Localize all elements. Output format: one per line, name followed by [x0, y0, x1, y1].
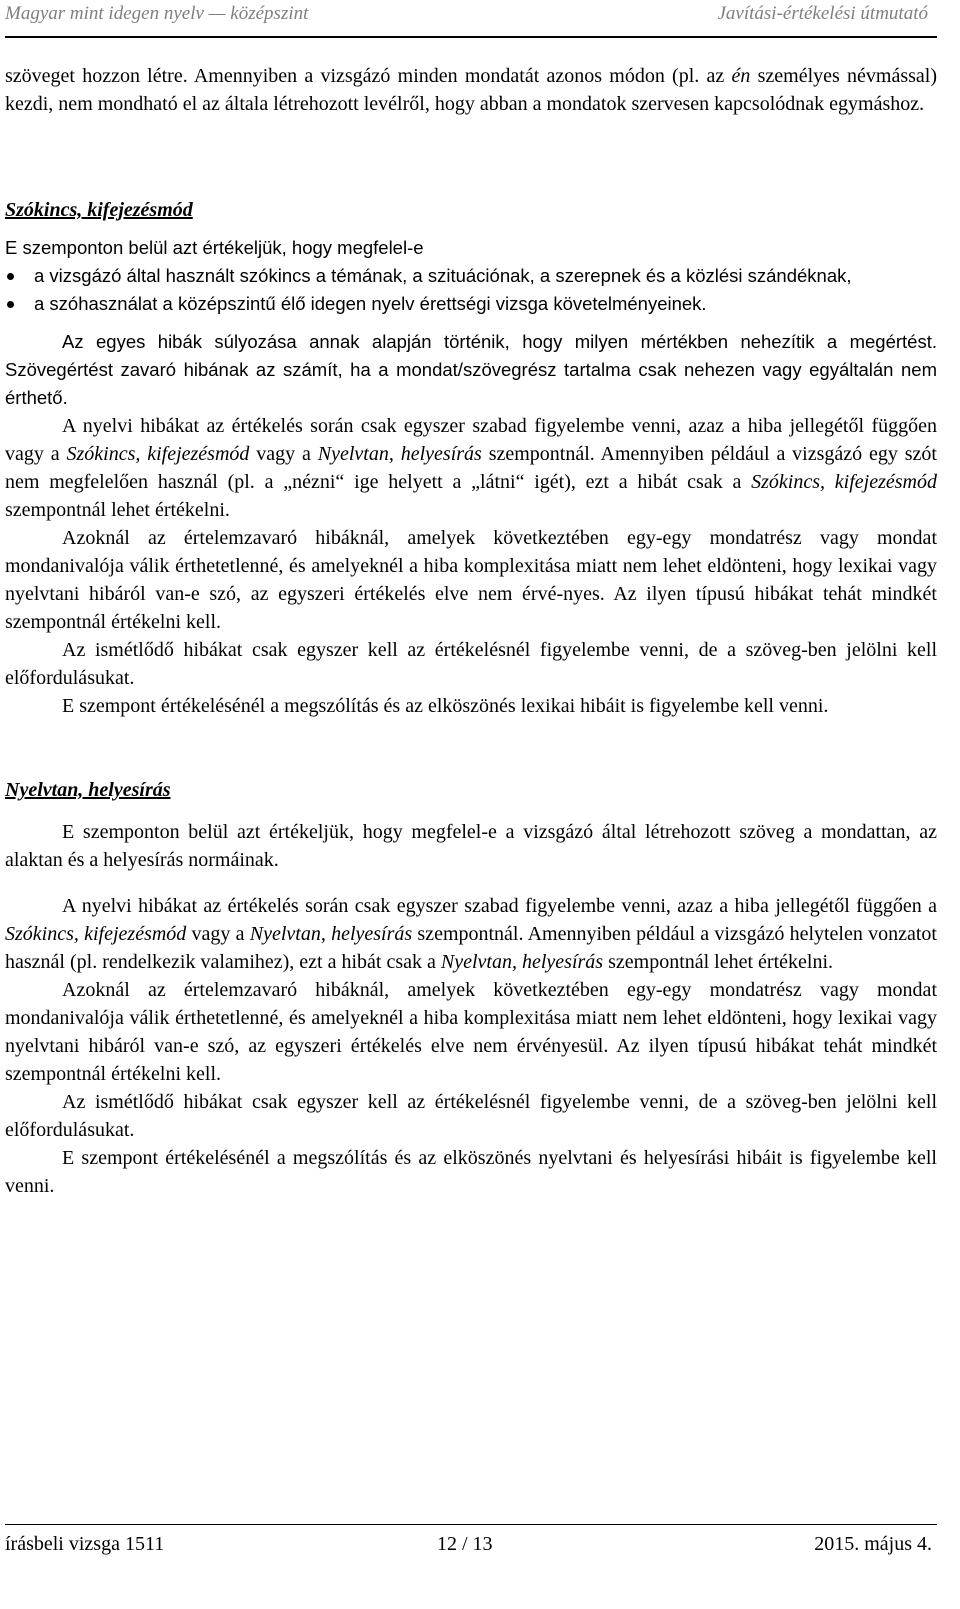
page-footer	[5, 1533, 932, 1561]
footer-page-number: 12 / 13	[437, 1533, 493, 1555]
section2-paragraph-5: E szempont értékelésénél a megszólítás és az elköszönés nyelvtani és helyesírási hibáit is figyelembe kell venni.	[5, 1147, 937, 1197]
list-item: a szóhasználat a középszintű élő idegen nyelv érettségi vizsga követelményeinek.	[5, 290, 937, 318]
section2-paragraph-4: Az ismétlődő hibákat csak egyszer kell az értékelésnél figyelembe venni, de a szöveg-ben jelölni kell előfordulásukat.	[5, 1091, 937, 1141]
footer-date: 2015. május 4.	[814, 1533, 932, 1555]
section2-paragraph-1: E szemponton belül azt értékeljük, hogy megfelel-e a vizsgázó által létrehozott szöveg a mondattan, az alaktan és a helyesírás normáinak.	[5, 821, 937, 871]
header-subject: Magyar mint idegen nyelv — középszint	[5, 3, 309, 24]
header-rule	[5, 36, 937, 38]
intro-paragraph: szöveget hozzon létre. Amennyiben a vizsgázó minden mondatát azonos módon (pl. az én személyes névmással) kezdi, nem mondható el az általa létrehozott levélről, hogy abban a mondatok szervesen kapcsolódnak egymáshoz.	[5, 65, 937, 115]
section-heading-grammar: Nyelvtan, helyesírás	[5, 779, 171, 801]
section1-paragraph-3: Azoknál az értelemzavaró hibáknál, amelyek következtében egy-egy mondatrész vagy mondat mondanivalója válik érthetetlenné, és amelyeknél a hiba komplexitása miatt nem lehet eldönteni, hogy lexikai vagy nyelvtani hibáról van-e szó, az egyszeri értékelés elve nem érvé-nyes. Az ilyen típusú hibákat tehát mindkét szempontnál értékelni kell.	[5, 527, 937, 633]
section1-weighting-paragraph: Az egyes hibák súlyozása annak alapján történik, hogy milyen mértékben nehezítik a megértést. Szövegértést zavaró hibának az számít, ha a mondat/szövegrész tartalma csak nehezen vagy egyáltalán nem érthető.	[5, 331, 937, 408]
footer-rule	[5, 1524, 937, 1525]
section1-lead: E szemponton belül azt értékeljük, hogy megfelel-e	[5, 237, 424, 258]
section1-paragraph-2: A nyelvi hibákat az értékelés során csak egyszer szabad figyelembe venni, azaz a hiba jellegétől függően vagy a Szókincs, kifejezésmód vagy a Nyelvtan, helyesírás szempontnál. Amennyiben például a vizsgázó egy szót nem megfelelően használ (pl. a „nézni“ ige helyett a „látni“ igét), ezt a hibát csak a Szókincs, kifejezésmód szempontnál lehet értékelni.	[5, 415, 937, 521]
footer-exam-code: írásbeli vizsga 1511	[5, 1533, 165, 1555]
list-item: a vizsgázó által használt szókincs a témának, a szituációnak, a szerepnek és a közlési szándéknak,	[5, 262, 937, 290]
section1-paragraph-5: E szempont értékelésénél a megszólítás és az elköszönés lexikai hibáit is figyelembe kell venni.	[62, 695, 829, 717]
section-heading-vocabulary: Szókincs, kifejezésmód	[5, 199, 193, 221]
section1-paragraph-4: Az ismétlődő hibákat csak egyszer kell az értékelésnél figyelembe venni, de a szöveg-ben jelölni kell előfordulásukat.	[5, 639, 937, 689]
page-body	[5, 62, 937, 1200]
section2-paragraph-3: Azoknál az értelemzavaró hibáknál, amelyek következtében egy-egy mondatrész vagy mondat mondanivalója válik érthetetlenné, és amelyeknél a hiba komplexitása miatt nem lehet eldönteni, hogy lexikai vagy nyelvtani hibáról van-e szó, az egyszeri értékelés elve nem érvényesül. Az ilyen típusú hibákat tehát mindkét szempontnál értékelni kell.	[5, 979, 937, 1085]
header-doc-type: Javítási-értékelési útmutató	[717, 3, 928, 24]
section2-paragraph-2: A nyelvi hibákat az értékelés során csak egyszer szabad figyelembe venni, azaz a hiba jellegétől függően a Szókincs, kifejezésmód vagy a Nyelvtan, helyesírás szempontnál. Amennyiben például a vizsgázó helytelen vonzatot használ (pl. rendelkezik valamihez), ezt a hibát csak a Nyelvtan, helyesírás szempontnál lehet értékelni.	[5, 895, 937, 973]
section1-criteria-list	[5, 262, 937, 318]
page-header	[0, 0, 960, 36]
